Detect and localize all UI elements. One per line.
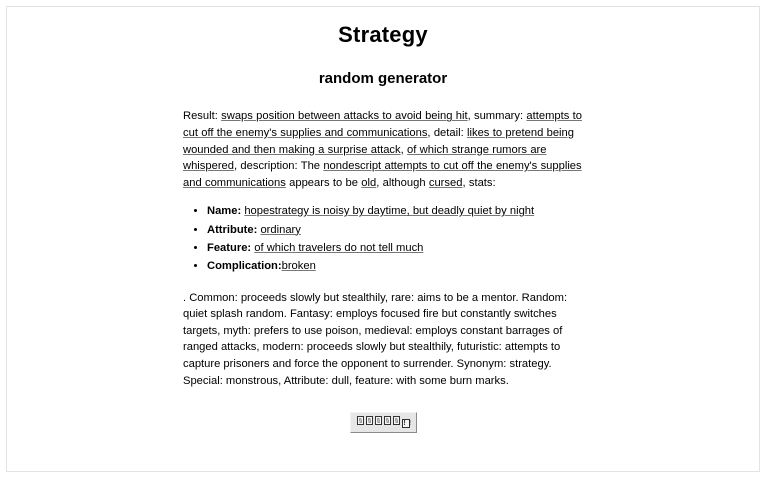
page-title: Strategy	[338, 22, 428, 47]
list-item	[207, 203, 583, 220]
summary-value: attempts to cut off the enemy's supplies and communications	[183, 110, 582, 139]
description-subject: nondescript attempts to cut off the enemy's supplies and communications	[183, 160, 582, 189]
stat-value: of which travelers do not tell much	[254, 242, 424, 254]
list-item	[207, 222, 583, 239]
page-frame	[6, 6, 760, 472]
description-join: , although	[376, 176, 426, 189]
result-value: swaps position between attacks to avoid being hit	[221, 110, 468, 123]
description-adjective: old	[361, 176, 377, 189]
description-label: , description: The	[234, 160, 321, 173]
stats-list	[183, 203, 583, 275]
stat-key: Name:	[207, 205, 242, 218]
result-label: Result:	[183, 110, 218, 123]
stat-key: Feature:	[207, 242, 252, 254]
stat-value: hopestrategy is noisy by daytime, but deadly quiet by night	[244, 205, 535, 218]
list-item	[207, 240, 583, 257]
page-subtitle: random generator	[318, 70, 448, 88]
missing-glyph-icon	[366, 416, 373, 425]
content-column	[183, 108, 583, 433]
summary-label: , summary:	[467, 110, 524, 123]
stats-label: , stats:	[462, 176, 496, 189]
stat-value: ordinary	[260, 223, 301, 236]
stat-value: broken	[281, 260, 316, 273]
stat-key: Complication:	[207, 260, 282, 273]
button-row	[183, 411, 583, 433]
detail-label: , detail:	[427, 126, 464, 139]
list-item	[207, 258, 583, 275]
regenerate-button[interactable]	[350, 412, 417, 433]
detail-separator: ,	[400, 143, 404, 156]
stat-key: Attribute:	[207, 223, 258, 236]
description-middle: appears to be	[289, 176, 358, 189]
detail-value-secondary: of which strange rumors are whispered	[183, 143, 547, 173]
description-adjective-secondary: cursed	[428, 176, 463, 189]
missing-glyph-icon	[393, 416, 400, 425]
missing-glyph-icon	[357, 416, 364, 425]
tail-paragraph: . Common: proceeds slowly but stealthily, rare: aims to be a mentor. Random: quiet splash random. Fantasy: employs focused fire but constantly switches targets, myth: prefers to use poison, medieval: employs constant barrages of ranged attacks, modern: proceeds slowly but stealthily, futuristic: attempts to capture prisoners and force the opponent to surrender. Synonym: strategy. Special: monstrous, Attribute: dull, feature: with some burn marks.	[183, 291, 568, 387]
detail-value-primary: likes to pretend being wounded and then making a surprise attack	[183, 126, 574, 156]
result-paragraph	[183, 108, 583, 191]
missing-glyph-icon	[375, 416, 382, 425]
missing-glyph-icon	[384, 416, 391, 425]
double-exclamation-glyph-icon: !!	[402, 419, 413, 428]
document-body	[7, 7, 759, 433]
